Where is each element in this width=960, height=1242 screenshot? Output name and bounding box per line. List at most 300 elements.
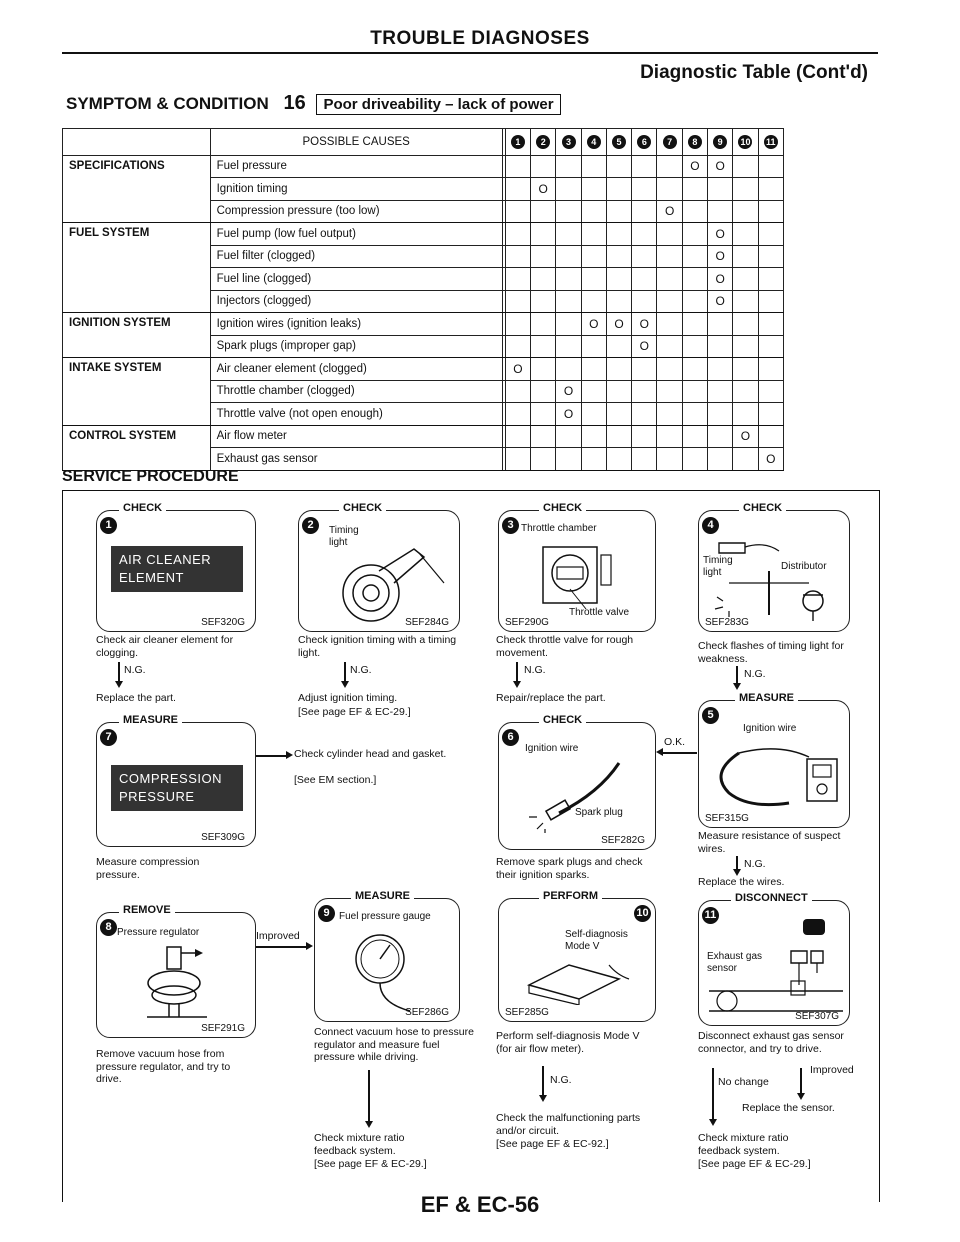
mark-cell xyxy=(682,245,707,268)
mark-cell xyxy=(682,268,707,291)
mark-cell xyxy=(708,403,733,426)
mark-cell xyxy=(657,155,682,178)
symptom-label: SYMPTOM & CONDITION xyxy=(66,94,269,113)
symptom-number: 16 xyxy=(283,92,306,114)
mark-cell: O xyxy=(531,178,556,201)
mark-cell xyxy=(581,155,606,178)
timing-light-label: Timing light xyxy=(329,525,359,548)
flow-line xyxy=(736,856,738,870)
mark-cell xyxy=(606,335,631,358)
panel-number: 5 xyxy=(702,707,719,724)
mark-cell xyxy=(505,425,530,448)
panel-11-ref: [See page EF & EC-29.] xyxy=(698,1158,811,1170)
mark-cell xyxy=(758,223,783,246)
ng-label: N.G. xyxy=(744,668,766,680)
panel-10-self-diagnosis xyxy=(498,890,656,1022)
mark-cell xyxy=(758,268,783,291)
mark-cell xyxy=(682,448,707,471)
mark-cell xyxy=(531,403,556,426)
mark-cell xyxy=(606,268,631,291)
panel-5-action: Replace the wires. xyxy=(698,876,785,888)
mark-cell xyxy=(682,425,707,448)
page-number: EF & EC-56 xyxy=(420,1192,540,1217)
ignition-wire-label: Ignition wire xyxy=(743,723,797,734)
mark-cell xyxy=(758,403,783,426)
flow-line xyxy=(712,1068,714,1120)
distributor-drawing xyxy=(709,525,849,625)
figure-code: SEF307G xyxy=(795,1011,839,1022)
mark-cell xyxy=(556,245,581,268)
flow-arrow xyxy=(733,683,741,690)
mark-cell xyxy=(505,268,530,291)
panel-11-next: Check mixture ratio feedback system. xyxy=(698,1132,789,1157)
panel-1-description: Check air cleaner element for clogging. xyxy=(96,634,234,659)
category-cell: IGNITION SYSTEM xyxy=(63,313,211,358)
mark-cell xyxy=(632,358,657,381)
mark-cell xyxy=(632,425,657,448)
mark-cell: O xyxy=(733,425,758,448)
mark-cell: O xyxy=(581,313,606,336)
mark-cell xyxy=(733,178,758,201)
mark-cell xyxy=(682,223,707,246)
mark-cell xyxy=(581,335,606,358)
mark-cell xyxy=(733,313,758,336)
mark-cell xyxy=(606,380,631,403)
ecu-drawing xyxy=(519,955,639,1005)
mark-cell: O xyxy=(556,380,581,403)
mark-cell xyxy=(606,178,631,201)
panel-4-distributor xyxy=(698,502,850,632)
panel-2-action: Adjust ignition timing. xyxy=(298,692,398,704)
mark-cell xyxy=(556,448,581,471)
panel-3-action: Repair/replace the part. xyxy=(496,692,606,704)
flow-line xyxy=(542,1066,544,1096)
panel-10-next: Check the malfunctioning parts and/or circuit. xyxy=(496,1112,641,1137)
mark-cell xyxy=(708,380,733,403)
mark-cell xyxy=(606,358,631,381)
table-row xyxy=(63,358,784,381)
figure-code: SEF282G xyxy=(601,835,645,846)
page-subtitle: Diagnostic Table (Cont'd) xyxy=(640,62,868,83)
mark-cell xyxy=(606,200,631,223)
panel-title: CHECK xyxy=(739,502,786,514)
cause-cell: Ignition wires (ignition leaks) xyxy=(210,313,502,336)
proc-header-5 xyxy=(606,129,631,156)
figure-code: SEF320G xyxy=(201,617,245,628)
mark-cell xyxy=(657,245,682,268)
figure-code: SEF285G xyxy=(505,1007,549,1018)
page-title: TROUBLE DIAGNOSES xyxy=(370,28,590,49)
regulator-label: Pressure regulator xyxy=(117,927,200,938)
proc-header-6 xyxy=(632,129,657,156)
panel-title: PERFORM xyxy=(539,890,602,902)
title-rule xyxy=(62,52,878,54)
flow-arrow xyxy=(733,869,741,876)
ohmmeter-drawing xyxy=(709,739,849,819)
mark-cell xyxy=(758,155,783,178)
mark-cell xyxy=(606,245,631,268)
mark-cell xyxy=(733,155,758,178)
mark-cell xyxy=(556,155,581,178)
flow-arrow xyxy=(365,1121,373,1128)
spark-plug-label: Spark plug xyxy=(575,807,623,818)
proc-header-7 xyxy=(657,129,682,156)
panel-title: CHECK xyxy=(539,714,586,726)
proc-header-8 xyxy=(682,129,707,156)
mark-cell xyxy=(682,403,707,426)
flow-arrow xyxy=(286,751,293,759)
flow-line xyxy=(118,662,120,682)
mark-cell: O xyxy=(682,155,707,178)
panel-number: 6 xyxy=(502,729,519,746)
mark-cell xyxy=(632,155,657,178)
mark-cell: O xyxy=(606,313,631,336)
mark-cell xyxy=(531,335,556,358)
category-cell: FUEL SYSTEM xyxy=(63,223,211,313)
mark-cell xyxy=(758,425,783,448)
mark-cell xyxy=(606,290,631,313)
mark-cell xyxy=(505,155,530,178)
panel-11-exhaust-sensor xyxy=(698,892,850,1026)
mark-cell xyxy=(657,335,682,358)
mark-cell xyxy=(531,268,556,291)
mark-cell xyxy=(632,245,657,268)
diagnostic-table-body xyxy=(63,155,784,470)
mark-cell: O xyxy=(708,290,733,313)
procedure-number: 3 xyxy=(562,135,576,149)
mark-cell xyxy=(581,403,606,426)
panel-3-description: Check throttle valve for rough movement. xyxy=(496,634,634,659)
flow-arrow xyxy=(341,681,349,688)
ng-label: N.G. xyxy=(550,1074,572,1086)
mark-cell xyxy=(657,403,682,426)
mark-cell xyxy=(708,178,733,201)
mark-cell xyxy=(531,223,556,246)
fuel-pressure-gauge-drawing xyxy=(335,927,445,1012)
mark-cell xyxy=(733,223,758,246)
procedure-number: 8 xyxy=(688,135,702,149)
mark-cell xyxy=(531,200,556,223)
mark-cell xyxy=(758,358,783,381)
mark-cell xyxy=(556,425,581,448)
mark-cell xyxy=(657,358,682,381)
mark-cell xyxy=(556,200,581,223)
mark-cell xyxy=(531,425,556,448)
table-header-row xyxy=(63,129,784,156)
symptom-name: Poor driveability – lack of power xyxy=(316,94,560,115)
cause-cell: Throttle valve (not open enough) xyxy=(210,403,502,426)
mark-cell xyxy=(556,268,581,291)
diagnostic-table xyxy=(62,128,784,471)
procedure-number: 1 xyxy=(511,135,525,149)
throttle-chamber-drawing xyxy=(523,541,633,611)
mark-cell xyxy=(606,403,631,426)
flow-arrow xyxy=(797,1093,805,1100)
service-procedure-title: SERVICE PROCEDURE xyxy=(62,468,239,485)
panel-number: 1 xyxy=(100,517,117,534)
flow-arrow xyxy=(709,1119,717,1126)
procedure-number: 5 xyxy=(612,135,626,149)
table-row xyxy=(63,155,784,178)
mark-cell xyxy=(657,425,682,448)
exhaust-sensor-drawing xyxy=(707,915,847,1015)
mark-cell xyxy=(657,448,682,471)
mark-cell xyxy=(682,200,707,223)
cause-cell: Exhaust gas sensor xyxy=(210,448,502,471)
panel-title: CHECK xyxy=(119,502,166,514)
figure-code: SEF315G xyxy=(705,813,749,824)
mark-cell xyxy=(505,313,530,336)
panel-10-description: Perform self-diagnosis Mode V (for air flow meter). xyxy=(496,1030,640,1055)
panel-6-description: Remove spark plugs and check their ignition sparks. xyxy=(496,856,643,881)
panel-number: 10 xyxy=(634,905,651,922)
mark-cell xyxy=(733,245,758,268)
timing-light-label: Timing light xyxy=(703,555,733,578)
panel-9-next: Check mixture ratio feedback system. xyxy=(314,1132,405,1157)
proc-header-9 xyxy=(708,129,733,156)
pressure-regulator-drawing xyxy=(137,943,217,1023)
mark-cell xyxy=(531,245,556,268)
mark-cell: O xyxy=(632,335,657,358)
mark-cell xyxy=(632,448,657,471)
table-row xyxy=(63,223,784,246)
procedure-number: 2 xyxy=(536,135,550,149)
flow-arrow xyxy=(513,681,521,688)
panel-7-ref: [See EM section.] xyxy=(294,774,377,786)
mark-cell xyxy=(758,290,783,313)
mark-cell xyxy=(657,313,682,336)
mark-cell xyxy=(505,200,530,223)
flow-arrow xyxy=(115,681,123,688)
mark-cell xyxy=(606,155,631,178)
mark-cell xyxy=(733,268,758,291)
ng-label: N.G. xyxy=(124,664,146,676)
mark-cell xyxy=(581,268,606,291)
panel-number: 2 xyxy=(302,517,319,534)
figure-code: SEF290G xyxy=(505,617,549,628)
panel-7-compression xyxy=(96,714,256,847)
mark-cell xyxy=(581,178,606,201)
mark-cell xyxy=(758,200,783,223)
no-change-label: No change xyxy=(718,1076,769,1088)
mark-cell xyxy=(682,358,707,381)
mark-cell: O xyxy=(505,358,530,381)
mark-cell xyxy=(733,200,758,223)
mark-cell xyxy=(657,178,682,201)
mark-cell xyxy=(632,178,657,201)
proc-header-4 xyxy=(581,129,606,156)
mark-cell xyxy=(581,245,606,268)
table-row xyxy=(63,313,784,336)
flow-line xyxy=(368,1070,370,1122)
mark-cell xyxy=(657,380,682,403)
flow-line xyxy=(256,755,286,757)
panel-4-description: Check flashes of timing light for weakness. xyxy=(698,640,844,665)
panel-title: CHECK xyxy=(339,502,386,514)
compression-label: COMPRESSION PRESSURE xyxy=(111,765,243,811)
panel-number: 7 xyxy=(100,729,117,746)
mark-cell xyxy=(632,223,657,246)
panel-1-air-cleaner xyxy=(96,502,256,632)
spark-plug-drawing xyxy=(519,753,649,833)
panel-9-ref: [See page EF & EC-29.] xyxy=(314,1158,427,1170)
figure-code: SEF291G xyxy=(201,1023,245,1034)
cause-cell: Ignition timing xyxy=(210,178,502,201)
cause-cell: Air cleaner element (clogged) xyxy=(210,358,502,381)
mark-cell xyxy=(531,290,556,313)
mark-cell xyxy=(531,155,556,178)
panel-number: 4 xyxy=(702,517,719,534)
mark-cell xyxy=(708,200,733,223)
improved-label: Improved xyxy=(810,1064,854,1076)
ignition-wire-label: Ignition wire xyxy=(525,743,579,754)
mark-cell xyxy=(531,380,556,403)
improved-label: Improved xyxy=(256,930,300,942)
mark-cell xyxy=(733,358,758,381)
mark-cell xyxy=(505,245,530,268)
figure-code: SEF283G xyxy=(705,617,749,628)
flow-line xyxy=(256,946,306,948)
panel-8-description: Remove vacuum hose from pressure regulator, and try to drive. xyxy=(96,1048,231,1085)
category-cell: SPECIFICATIONS xyxy=(63,155,211,223)
panel-2-timing xyxy=(298,502,460,632)
ng-label: N.G. xyxy=(350,664,372,676)
mark-cell xyxy=(606,425,631,448)
mark-cell xyxy=(708,313,733,336)
flow-arrow xyxy=(656,748,663,756)
mark-cell xyxy=(682,290,707,313)
mark-cell xyxy=(758,245,783,268)
mark-cell xyxy=(556,223,581,246)
mark-cell xyxy=(606,448,631,471)
mark-cell xyxy=(581,380,606,403)
mark-cell: O xyxy=(708,155,733,178)
panel-11-action: Replace the sensor. xyxy=(742,1102,835,1114)
mark-cell xyxy=(505,290,530,313)
proc-header-1 xyxy=(505,129,530,156)
symptom-heading xyxy=(66,92,561,115)
mark-cell xyxy=(581,290,606,313)
mark-cell xyxy=(708,425,733,448)
mark-cell xyxy=(581,223,606,246)
mark-cell: O xyxy=(632,313,657,336)
panel-11-description: Disconnect exhaust gas sensor connector, and try to drive. xyxy=(698,1030,844,1055)
mark-cell: O xyxy=(708,268,733,291)
mark-cell xyxy=(758,380,783,403)
flow-line xyxy=(516,662,518,682)
mark-cell xyxy=(682,313,707,336)
panel-7-description: Measure compression pressure. xyxy=(96,856,200,881)
cause-cell: Injectors (clogged) xyxy=(210,290,502,313)
mark-cell xyxy=(581,425,606,448)
self-diagnosis-label: Self-diagnosis Mode V xyxy=(565,929,628,952)
air-cleaner-label: AIR CLEANER ELEMENT xyxy=(111,546,243,592)
flow-arrow xyxy=(539,1095,547,1102)
procedure-number: 10 xyxy=(740,136,751,147)
proc-header-10 xyxy=(733,129,758,156)
mark-cell xyxy=(632,290,657,313)
mark-cell xyxy=(556,358,581,381)
table-corner xyxy=(63,129,211,156)
cause-cell: Air flow meter xyxy=(210,425,502,448)
procedure-number: 6 xyxy=(637,135,651,149)
mark-cell xyxy=(657,268,682,291)
exhaust-sensor-label: Exhaust gas sensor xyxy=(707,951,763,974)
panel-title: REMOVE xyxy=(119,904,175,916)
mark-cell xyxy=(758,178,783,201)
proc-header-11 xyxy=(758,129,783,156)
cause-cell: Fuel filter (clogged) xyxy=(210,245,502,268)
panel-8-pressure-regulator xyxy=(96,904,256,1038)
mark-cell: O xyxy=(657,200,682,223)
throttle-chamber-label: Throttle chamber xyxy=(521,523,597,534)
mark-cell xyxy=(733,290,758,313)
panel-5-description: Measure resistance of suspect wires. xyxy=(698,830,841,855)
mark-cell xyxy=(632,380,657,403)
mark-cell xyxy=(556,335,581,358)
panel-number: 9 xyxy=(318,905,335,922)
category-cell: CONTROL SYSTEM xyxy=(63,425,211,470)
mark-cell xyxy=(505,178,530,201)
mark-cell xyxy=(581,200,606,223)
panel-number: 8 xyxy=(100,919,117,936)
panel-9-fuel-pressure xyxy=(314,890,460,1022)
mark-cell: O xyxy=(708,245,733,268)
procedure-number: 4 xyxy=(587,135,601,149)
panel-10-ref: [See page EF & EC-92.] xyxy=(496,1138,609,1150)
throttle-valve-label: Throttle valve xyxy=(569,607,630,618)
mark-cell xyxy=(556,178,581,201)
panel-7-next: Check cylinder head and gasket. xyxy=(294,748,447,760)
figure-code: SEF286G xyxy=(405,1007,449,1018)
mark-cell: O xyxy=(758,448,783,471)
mark-cell: O xyxy=(556,403,581,426)
mark-cell xyxy=(531,358,556,381)
mark-cell xyxy=(733,335,758,358)
flow-line xyxy=(344,662,346,682)
panel-9-description: Connect vacuum hose to pressure regulator and measure fuel pressure while driving. xyxy=(314,1026,474,1063)
ng-label: N.G. xyxy=(744,858,766,870)
mark-cell xyxy=(505,403,530,426)
mark-cell xyxy=(581,448,606,471)
flow-line xyxy=(800,1068,802,1094)
cause-cell: Fuel pump (low fuel output) xyxy=(210,223,502,246)
panel-6-spark xyxy=(498,714,656,850)
mark-cell xyxy=(733,403,758,426)
cause-cell: Spark plugs (improper gap) xyxy=(210,335,502,358)
panel-5-resistance xyxy=(698,692,850,828)
panel-3-throttle xyxy=(498,502,656,632)
mark-cell xyxy=(556,290,581,313)
distributor-label: Distributor xyxy=(781,561,827,572)
mark-cell xyxy=(505,223,530,246)
table-row xyxy=(63,425,784,448)
panel-2-description: Check ignition timing with a timing light. xyxy=(298,634,457,659)
panel-title: MEASURE xyxy=(735,692,798,704)
panel-title: MEASURE xyxy=(119,714,182,726)
mark-cell xyxy=(682,178,707,201)
mark-cell xyxy=(733,380,758,403)
flow-line xyxy=(736,666,738,684)
ng-label: N.G. xyxy=(524,664,546,676)
mark-cell xyxy=(606,223,631,246)
procedure-number: 11 xyxy=(764,135,778,149)
panel-number: 3 xyxy=(502,517,519,534)
mark-cell xyxy=(708,335,733,358)
mark-cell xyxy=(505,335,530,358)
mark-cell xyxy=(682,380,707,403)
mark-cell xyxy=(531,313,556,336)
